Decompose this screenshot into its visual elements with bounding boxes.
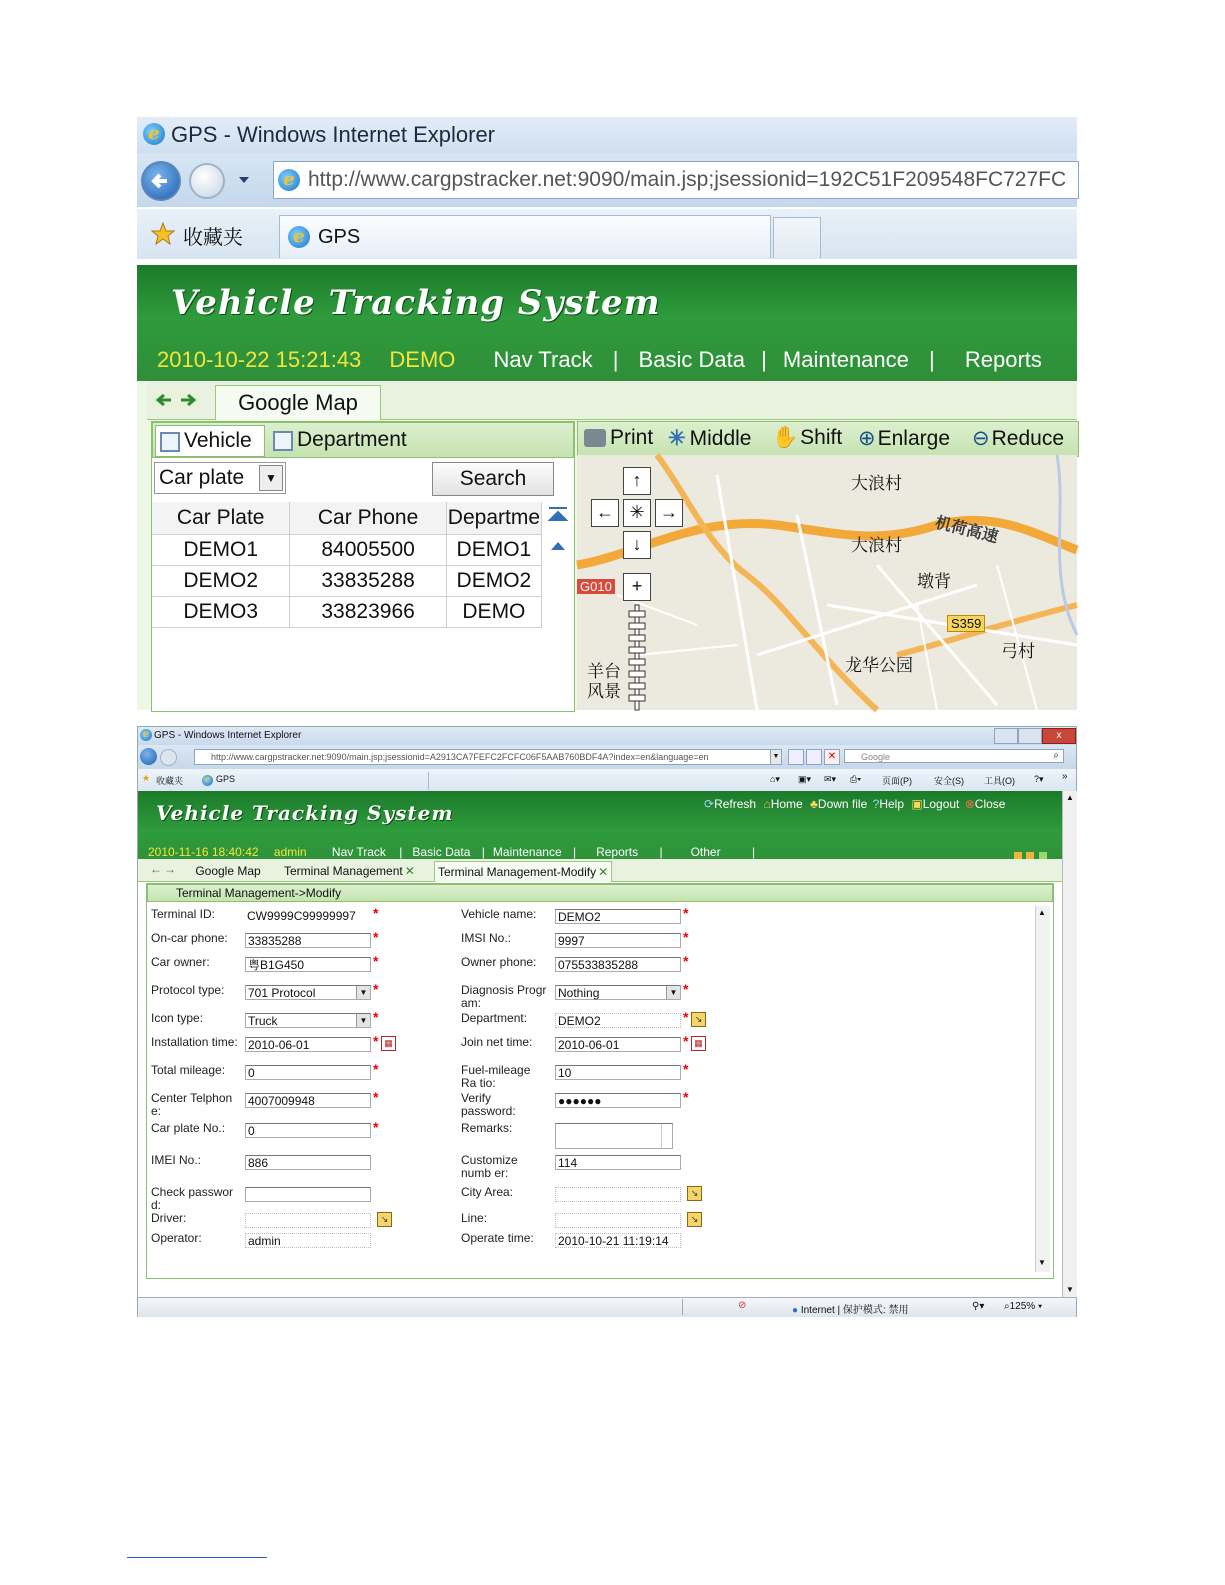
browser-title-bar <box>137 117 1077 153</box>
scroll-up-icon[interactable]: ▲ <box>1066 793 1074 802</box>
field-value: 10 <box>558 1066 572 1080</box>
tab-terminal-management-modify[interactable] <box>434 861 612 882</box>
nav-other[interactable]: Other <box>690 845 721 859</box>
scroll-up-icons[interactable] <box>548 506 568 558</box>
nav-maintenance[interactable]: Maintenance <box>782 347 909 372</box>
chevron-down-icon[interactable]: ▼ <box>356 986 370 999</box>
field-input[interactable] <box>555 957 681 972</box>
close-link[interactable]: Close <box>974 797 1006 811</box>
required-asterisk: * <box>683 1089 689 1105</box>
chevron-down-icon[interactable]: ▼ <box>770 749 782 765</box>
field-input[interactable] <box>555 1187 681 1202</box>
field-value: Nothing <box>558 986 600 1000</box>
field-label: Vehicle name: <box>461 907 537 921</box>
field-value: DEMO2 <box>558 910 601 924</box>
nav-nav-track[interactable]: Nav Track <box>493 347 593 372</box>
scroll-down-icon[interactable]: ▼ <box>1066 1285 1074 1294</box>
favorites-row <box>137 209 1077 259</box>
tab-terminal-management-label: Terminal Management <box>284 864 403 878</box>
enlarge-label: Enlarge <box>877 427 950 450</box>
logout-icon: ▣ <box>911 797 923 811</box>
field-label: Protocol type: <box>151 983 225 997</box>
form-right-column <box>461 905 761 1258</box>
history-dropdown-icon[interactable] <box>237 175 251 185</box>
logout-link[interactable]: Logout <box>922 797 960 811</box>
road-shield: G010 <box>577 579 615 594</box>
field-value: 2010-10-21 11:19:14 <box>558 1234 669 1248</box>
back-button[interactable] <box>141 161 181 201</box>
window-icon <box>273 431 293 451</box>
field-input[interactable] <box>555 1155 681 1170</box>
reduce-tool[interactable] <box>972 426 1064 451</box>
field-value: 33835288 <box>248 934 302 948</box>
field-value: DEMO2 <box>558 1014 601 1028</box>
help-icon: ? <box>872 797 880 811</box>
menu-tools[interactable]: 工具(O) <box>984 776 1015 786</box>
field-label: Center Telphon e: <box>151 1091 233 1118</box>
required-asterisk: * <box>683 1033 689 1049</box>
field-label: Remarks: <box>461 1121 513 1135</box>
pan-down-button[interactable]: ↓ <box>623 531 651 559</box>
required-asterisk: * <box>373 981 379 997</box>
print-label: Print <box>610 426 654 449</box>
current-datetime: 2010-11-16 18:40:42 <box>148 845 259 859</box>
pan-up-button[interactable]: ↑ <box>623 467 651 495</box>
map-label: 墩背 <box>917 572 951 591</box>
field-input[interactable] <box>555 933 681 948</box>
cell-department: DEMO <box>446 596 541 627</box>
middle-tool[interactable] <box>668 426 751 451</box>
address-bar[interactable] <box>194 749 772 765</box>
window-icon <box>160 432 180 452</box>
page-icon: e <box>278 169 300 191</box>
add-on-icon[interactable]: ⚲▾ <box>972 1301 985 1312</box>
middle-label: Middle <box>689 427 752 450</box>
compat-view-icon[interactable] <box>788 749 804 765</box>
tab-gps[interactable] <box>200 772 429 790</box>
field-value: 粤B1G450 <box>248 958 305 972</box>
field-label: IMEI No.: <box>151 1153 202 1167</box>
minimize-button[interactable] <box>994 728 1018 744</box>
down-file-link[interactable]: Down file <box>817 797 868 811</box>
close-icon: ⊗ <box>964 797 975 811</box>
cell-department: DEMO1 <box>446 534 541 565</box>
field-value: 2010-06-01 <box>248 1038 310 1052</box>
field-input <box>245 1233 371 1248</box>
required-asterisk: * <box>683 1061 689 1077</box>
scroll-up-icon[interactable]: ▲ <box>1038 908 1046 917</box>
select-picker-icon[interactable]: ↘ <box>687 1186 702 1201</box>
field-value: Truck <box>248 1014 278 1028</box>
download-icon: ♣ <box>810 797 818 811</box>
zoom-in-icon: ⊕ <box>858 427 876 450</box>
column-header[interactable]: Departme <box>446 502 541 534</box>
more-chevron-icon[interactable]: » <box>1062 771 1068 782</box>
forward-button[interactable] <box>160 749 177 766</box>
field-input[interactable] <box>555 1013 681 1028</box>
select-picker-icon[interactable]: ↘ <box>377 1212 392 1227</box>
map-label: 龙华公园 <box>845 656 913 675</box>
map-label: 弓村 <box>1001 642 1035 661</box>
calendar-icon[interactable]: ▦ <box>691 1036 706 1051</box>
zoom-icon: ⌕ <box>1004 1301 1010 1312</box>
shift-tool[interactable] <box>772 426 842 450</box>
field-input[interactable] <box>245 1187 371 1202</box>
favorites-star-icon: ★ <box>142 773 151 783</box>
field-input[interactable] <box>555 1213 681 1228</box>
field-value: CW9999C99999997 <box>247 909 356 923</box>
tab-terminal-management-modify-label: Terminal Management-Modify <box>438 865 597 879</box>
address-row <box>137 153 1077 207</box>
chevron-down-icon[interactable]: ▼ <box>666 986 680 999</box>
required-asterisk: * <box>373 1033 379 1049</box>
column-header[interactable]: Car Plate <box>152 502 290 534</box>
select-picker-icon[interactable]: ↘ <box>691 1012 706 1027</box>
window-title: GPS - Windows Internet Explorer <box>154 730 302 741</box>
field-value: 0 <box>248 1066 255 1080</box>
cell-car-phone: 84005500 <box>290 534 446 565</box>
home-icon[interactable]: ⌂▾ <box>770 774 780 784</box>
textarea-scrollbar[interactable] <box>661 1124 672 1148</box>
close-tab-icon[interactable]: ✕ <box>404 864 415 878</box>
pan-center-button[interactable]: ✳ <box>623 499 651 527</box>
app-header <box>137 265 1090 381</box>
favorites-row <box>138 769 1076 791</box>
cell-car-plate: DEMO1 <box>152 534 290 565</box>
new-tab-button[interactable] <box>773 217 821 258</box>
cell-car-plate: DEMO2 <box>152 565 290 596</box>
tab-vehicle-label: Vehicle <box>184 429 252 452</box>
nav-basic-data[interactable]: Basic Data <box>638 347 745 372</box>
field-label: City Area: <box>461 1185 514 1199</box>
breadcrumb-text: Terminal Management->Modify <box>176 886 342 900</box>
field-input[interactable] <box>245 933 371 948</box>
address-url: http://www.cargpstracker.net:9090/main.jsp;jsessionid=192C51F209548FC727FC <box>308 168 1067 191</box>
field-value: 4007009948 <box>248 1094 315 1108</box>
nav-bar: 2010-10-22 15:21:43 DEMO Nav Track | Basic Data | Maintenance | Reports | <box>157 347 1090 372</box>
field-input <box>555 1233 681 1248</box>
nav-nav-track[interactable]: Nav Track <box>331 845 386 859</box>
field-value: 0 <box>248 1124 255 1138</box>
enlarge-tool[interactable] <box>858 426 950 451</box>
address-bar[interactable] <box>273 161 1079 199</box>
cell-car-plate: DEMO3 <box>152 596 290 627</box>
globe-icon: ● <box>792 1305 799 1316</box>
map-label: 大浪村 <box>851 536 902 555</box>
map-roads <box>577 455 1077 710</box>
field-input <box>245 909 371 924</box>
map-label: 机荷高速 <box>933 514 1000 547</box>
search-input[interactable]: Google <box>844 749 1064 763</box>
app-title: Vehicle Tracking System <box>171 283 661 323</box>
home-link[interactable]: Home <box>770 797 803 811</box>
tab-terminal-management[interactable] <box>284 861 415 881</box>
required-asterisk: * <box>373 1119 379 1135</box>
page-scrollbar[interactable] <box>1062 791 1077 1297</box>
field-value: 701 Protocol <box>248 986 316 1000</box>
shift-label: Shift <box>800 426 843 449</box>
screenshot-terminal-modify <box>137 726 1077 1317</box>
field-label: Car plate No.: <box>151 1121 226 1135</box>
vehicle-table <box>152 502 542 628</box>
tab-department-label: Department <box>297 428 407 451</box>
form-left-column <box>151 905 451 1258</box>
required-asterisk: * <box>683 953 689 969</box>
tab-scroll-right-icon[interactable] <box>179 393 197 407</box>
field-label: Owner phone: <box>461 955 537 969</box>
column-header[interactable]: Car Phone <box>290 502 446 534</box>
field-input[interactable] <box>555 1065 681 1080</box>
required-asterisk: * <box>683 981 689 997</box>
field-input[interactable] <box>245 1093 371 1108</box>
cell-department: DEMO2 <box>446 565 541 596</box>
form-panel <box>146 883 1054 1279</box>
protected-mode-icon: ⊘ <box>738 1300 747 1311</box>
feeds-icon[interactable]: ▣▾ <box>798 774 812 784</box>
ie-logo-icon: e <box>140 729 152 741</box>
field-label: Terminal ID: <box>151 907 216 921</box>
field-label: IMSI No.: <box>461 931 512 945</box>
refresh-icon[interactable] <box>806 749 822 765</box>
search-button[interactable]: Search <box>432 462 554 496</box>
map-toolbar <box>577 421 1079 457</box>
print-tool[interactable] <box>584 426 653 450</box>
cell-car-phone: 33823966 <box>290 596 446 627</box>
tab-google-map[interactable]: Google Map <box>215 385 381 420</box>
current-datetime: 2010-10-22 15:21:43 <box>157 347 362 372</box>
field-label: Total mileage: <box>151 1063 226 1077</box>
mail-icon[interactable]: ✉▾ <box>824 774 837 784</box>
tab-ie-icon: e <box>202 775 213 786</box>
field-label: Driver: <box>151 1211 187 1225</box>
center-arrows-icon: ✳ <box>668 427 686 450</box>
search-field-select[interactable] <box>154 462 286 494</box>
field-label: On-car phone: <box>151 931 228 945</box>
field-label: Diagnosis Progr am: <box>461 983 547 1010</box>
favorites-label[interactable]: 收藏夹 <box>156 776 184 786</box>
breadcrumb <box>147 884 1053 902</box>
tab-vehicle[interactable] <box>155 425 265 457</box>
search-icon[interactable]: ⌕ <box>1053 750 1059 761</box>
nav-reports[interactable]: Reports <box>596 845 639 859</box>
field-label: Fuel-mileage Ra tio: <box>461 1063 531 1090</box>
address-row <box>138 745 1076 769</box>
address-url: http://www.cargpstracker.net:9090/main.jsp;jsessionid=A2913CA7FEFC2FCFC06F5AAB760BDF4A?index=en&language=en <box>211 752 709 762</box>
table-header-row <box>152 502 542 534</box>
field-input[interactable] <box>555 1123 673 1149</box>
field-label: Check passwor d: <box>151 1185 234 1212</box>
field-input[interactable] <box>555 909 681 924</box>
zoom-slider[interactable] <box>625 605 649 710</box>
field-label: Department: <box>461 1011 528 1025</box>
required-asterisk: * <box>373 929 379 945</box>
nav-reports[interactable]: Reports <box>964 347 1042 372</box>
nav-maintenance[interactable]: Maintenance <box>492 845 562 859</box>
close-window-button[interactable]: x <box>1042 728 1076 744</box>
pan-left-button[interactable]: ← <box>591 499 619 527</box>
field-input[interactable] <box>245 1013 371 1028</box>
chevron-down-icon: ▼ <box>259 465 283 491</box>
favorites-star-icon <box>151 222 175 246</box>
vehicle-panel <box>151 421 575 712</box>
reduce-label: Reduce <box>991 427 1064 450</box>
refresh-link[interactable]: Refresh <box>714 797 757 811</box>
screenshot-map-view <box>137 117 1090 710</box>
field-input[interactable] <box>245 1037 371 1052</box>
field-label: Icon type: <box>151 1011 204 1025</box>
stop-icon[interactable]: ✕ <box>824 749 840 765</box>
browser-title-bar <box>138 727 1076 745</box>
field-value: 2010-06-01 <box>558 1038 620 1052</box>
required-asterisk: * <box>373 1061 379 1077</box>
table-row[interactable] <box>152 596 542 627</box>
field-value: 886 <box>248 1156 269 1170</box>
menu-page[interactable]: 页面(P) <box>882 776 912 786</box>
status-bar <box>138 1297 1076 1317</box>
top-links <box>704 797 1005 811</box>
field-input[interactable] <box>555 985 681 1000</box>
pan-right-button[interactable]: → <box>655 499 683 527</box>
field-input[interactable] <box>245 957 371 972</box>
ie-logo-icon: e <box>143 123 165 145</box>
map-label: 羊台 <box>587 662 621 681</box>
cell-car-phone: 33835288 <box>290 565 446 596</box>
nav-basic-data[interactable]: Basic Data <box>412 845 471 859</box>
scroll-down-icon[interactable]: ▼ <box>1038 1258 1046 1267</box>
calendar-icon[interactable]: ▦ <box>381 1036 396 1051</box>
field-input[interactable] <box>245 1155 371 1170</box>
field-label: Join net time: <box>461 1035 533 1049</box>
current-user: DEMO <box>389 347 456 372</box>
tab-scroll-left-icon[interactable] <box>155 393 173 407</box>
field-input[interactable] <box>245 1065 371 1080</box>
tab-strip <box>138 859 1070 882</box>
map-label: 风景 <box>587 682 621 701</box>
field-label: Customize numb er: <box>461 1153 518 1180</box>
window-title: GPS - Windows Internet Explorer <box>171 122 496 147</box>
maximize-button[interactable] <box>1018 728 1042 744</box>
printer-icon <box>584 429 606 447</box>
zone-text: Internet | 保护模式: 禁用 <box>800 1305 909 1316</box>
field-input[interactable] <box>245 985 371 1000</box>
field-label: Operator: <box>151 1231 202 1245</box>
search-field-value: Car plate <box>159 466 245 489</box>
field-input[interactable] <box>245 1123 371 1138</box>
tab-label: GPS <box>216 774 236 784</box>
field-input[interactable] <box>245 1213 371 1228</box>
refresh-icon: ⟳ <box>704 797 715 811</box>
panel-tab-bar <box>152 422 574 458</box>
field-label: Operate time: <box>461 1231 534 1245</box>
hand-icon: ✋ <box>772 426 799 449</box>
help-link[interactable]: Help <box>879 797 904 811</box>
tab-ie-icon: e <box>288 226 310 248</box>
field-value: 114 <box>558 1156 578 1170</box>
field-label: Line: <box>461 1211 488 1225</box>
tab-scroll-left-icon[interactable]: ← <box>150 862 162 876</box>
field-input[interactable] <box>555 1037 681 1052</box>
home-icon: ⌂ <box>763 797 771 811</box>
close-tab-icon[interactable]: ✕ <box>598 865 609 879</box>
back-arrow-icon <box>143 163 179 199</box>
field-label: Verify password: <box>461 1091 516 1118</box>
required-asterisk: * <box>373 1009 379 1025</box>
tab-gps[interactable] <box>279 215 771 258</box>
table-row[interactable] <box>152 534 542 565</box>
required-asterisk: * <box>373 905 379 921</box>
road-shield: S359 <box>947 615 985 632</box>
field-input[interactable] <box>555 1093 681 1108</box>
zoom-value: 125% <box>1009 1301 1036 1312</box>
form-scrollbar[interactable] <box>1035 906 1050 1272</box>
chevron-down-icon[interactable]: ▼ <box>356 1014 370 1027</box>
tab-department[interactable] <box>269 425 419 455</box>
field-value: 9997 <box>558 934 585 948</box>
underline-decoration <box>127 1557 267 1558</box>
print-icon[interactable]: ⎙▾ <box>850 774 861 784</box>
required-asterisk: * <box>373 1089 379 1105</box>
field-value: ●●●●●● <box>558 1094 602 1108</box>
favorites-label[interactable]: 收藏夹 <box>183 227 243 249</box>
nav-bar: 2010-11-16 18:40:42 admin Nav Track | Basic Data | Maintenance | Reports | Other | <box>148 845 756 859</box>
back-button[interactable] <box>140 748 157 765</box>
required-asterisk: * <box>373 953 379 969</box>
internet-zone <box>792 1301 908 1316</box>
tab-label: GPS <box>318 226 361 248</box>
help-menu-icon[interactable]: ?▾ <box>1034 774 1044 784</box>
zoom-in-button[interactable]: + <box>623 573 651 601</box>
required-asterisk: * <box>683 929 689 945</box>
field-value: 075533835288 <box>558 958 639 972</box>
menu-safety[interactable]: 安全(S) <box>934 776 964 786</box>
select-picker-icon[interactable]: ↘ <box>687 1212 702 1227</box>
zoom-level[interactable]: ⌕125% ▾ <box>1004 1301 1043 1312</box>
current-user: admin <box>273 845 307 859</box>
field-label: Installation time: <box>151 1035 238 1049</box>
tab-strip <box>147 381 1077 420</box>
tab-google-map[interactable]: Google Map <box>195 864 261 878</box>
forward-button[interactable] <box>189 163 225 199</box>
required-asterisk: * <box>683 1009 689 1025</box>
map-canvas[interactable] <box>577 455 1077 710</box>
map-label: 大浪村 <box>851 474 902 493</box>
zoom-out-icon: ⊖ <box>972 427 990 450</box>
field-label: Car owner: <box>151 955 210 969</box>
field-value: admin <box>248 1234 281 1248</box>
tab-scroll-right-icon[interactable]: → <box>164 862 176 876</box>
app-title: Vehicle Tracking System <box>156 801 454 825</box>
table-row[interactable] <box>152 565 542 596</box>
required-asterisk: * <box>683 905 689 921</box>
